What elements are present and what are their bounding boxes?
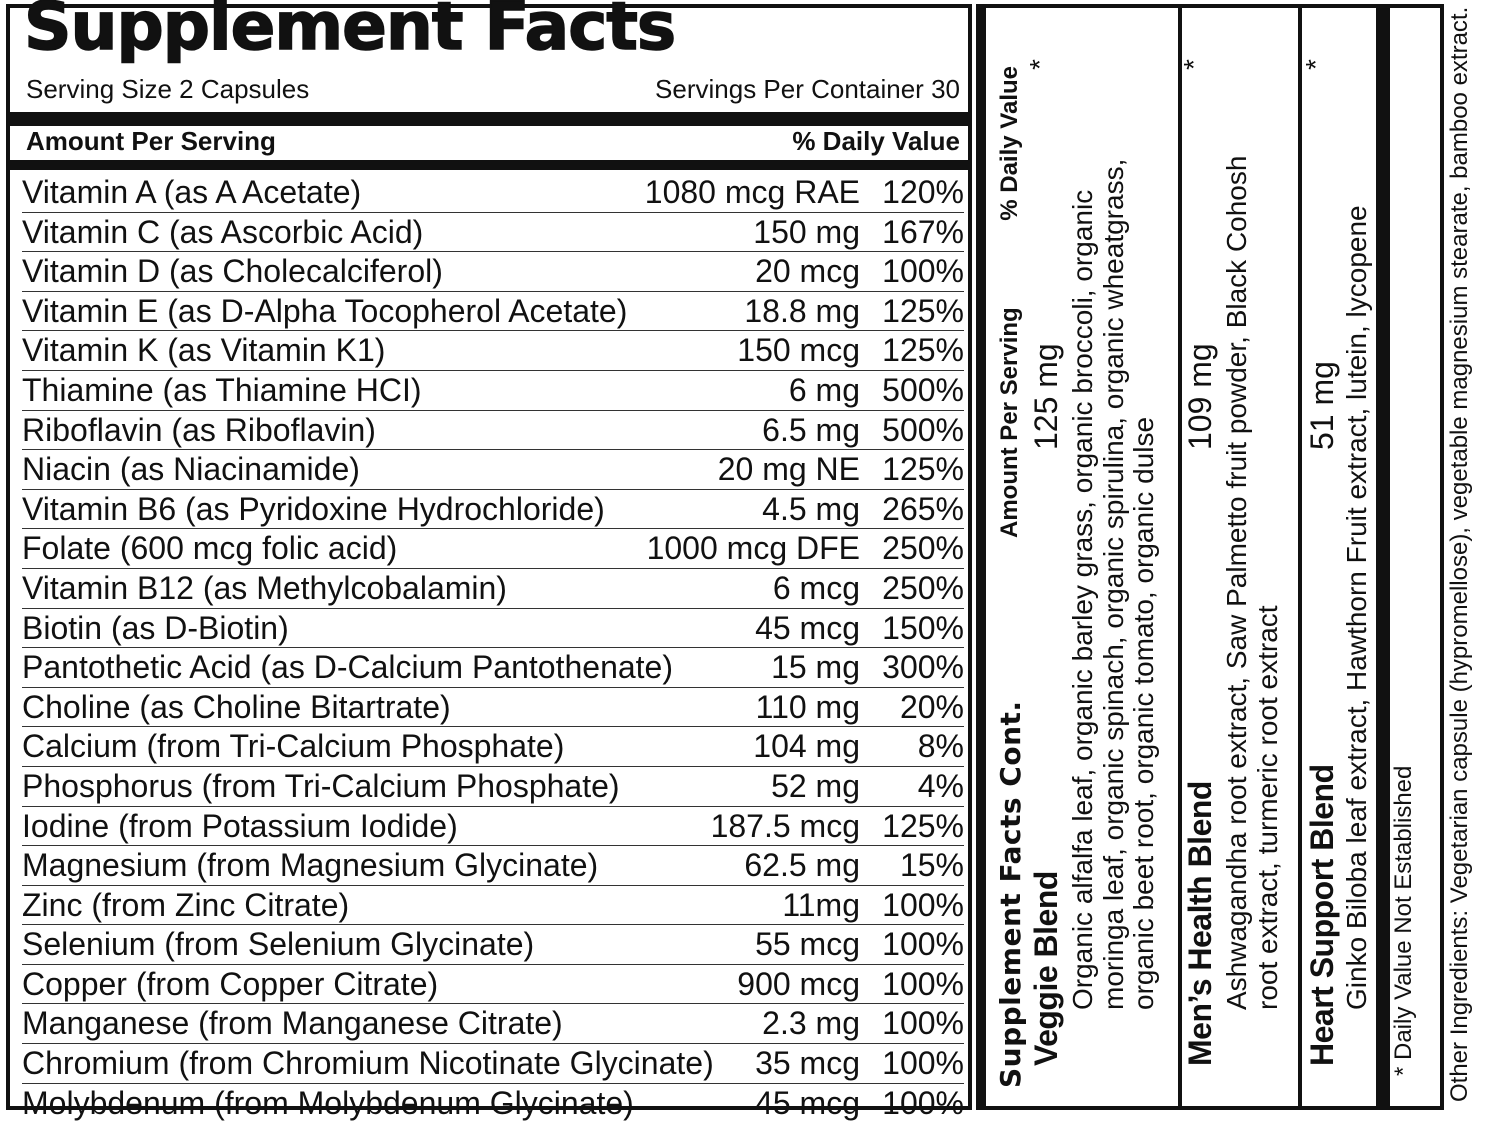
nutrient-name: Pantothetic Acid (as D-Calcium Pantothenate) [22,649,673,686]
nutrient-row [22,1084,964,1122]
nutrient-row [22,609,964,649]
nutrient-amount: 35 mcg [755,1045,860,1082]
serving-size: Serving Size 2 Capsules [26,74,310,104]
supplement-facts-cont-panel [976,4,1444,1110]
nutrient-daily-value: 100% [882,1005,964,1042]
nutrient-row [22,925,964,965]
nutrient-amount: 6 mg [788,371,860,408]
nutrient-daily-value: 100% [882,886,964,923]
thick-divider [10,112,968,126]
supplement-facts-panel [6,0,972,1121]
nutrient-name: Vitamin K (as Vitamin K1) [22,332,386,369]
nutrient-amount: 45 mcg [755,609,860,646]
nutrient-amount: 6 mcg [772,569,860,606]
nutrient-daily-value: 100% [882,965,964,1002]
nutrient-row [22,807,964,847]
rotated-content [1446,4,1500,1102]
blend-daily-value: * [1178,59,1209,70]
nutrient-row [22,450,964,490]
nutrient-name: Manganese (from Manganese Citrate) [22,1005,563,1042]
blend-amount: 125 mg [1028,343,1064,450]
nutrient-amount: 55 mcg [755,926,860,963]
other-ingredients: Other Ingredients: Vegetarian capsule (hypromellose), vegetable magnesium stearate, bamboo extract. [1446,6,1473,1102]
nutrient-amount: 1080 mcg RAE [644,174,860,210]
nutrient-row [22,331,964,371]
nutrient-row [22,371,964,411]
nutrient-daily-value: 8% [917,728,964,765]
nutrient-daily-value: 100% [882,253,964,290]
nutrient-amount: 150 mcg [737,332,860,369]
thick-divider [10,160,968,170]
nutrient-row [22,965,964,1005]
nutrient-row [22,292,964,332]
nutrient-daily-value: 250% [882,530,964,567]
nutrient-amount: 1000 mcg DFE [646,530,860,567]
nutrient-daily-value: 167% [882,213,964,250]
cont-title: Supplement Facts Cont. [994,700,1027,1088]
servings-per-container: Servings Per Container 30 [655,74,960,104]
nutrient-name: Phosphorus (from Tri-Calcium Phosphate) [22,767,620,804]
nutrient-daily-value: 125% [882,332,964,369]
cont-amount-header: Amount Per Serving [996,307,1023,538]
nutrient-name: Vitamin D (as Cholecalciferol) [22,253,443,290]
nutrient-daily-value: 300% [882,649,964,686]
nutrient-daily-value: 100% [882,1084,964,1121]
nutrient-amount: 110 mg [755,688,860,725]
blend-ingredients: Ginko Biloba leaf extract, Hawthorn Fruit extract, lutein, lycopene [1341,205,1372,1010]
nutrient-amount: 900 mcg [737,965,860,1002]
nutrient-daily-value: 500% [882,411,964,448]
nutrient-amount: 104 mg [753,728,860,765]
nutrient-row [22,252,964,292]
nutrient-name: Riboflavin (as Riboflavin) [22,411,376,448]
nutrient-name: Thiamine (as Thiamine HCI) [22,371,422,408]
other-ingredients-panel [1446,4,1500,1110]
nutrient-daily-value: 100% [882,926,964,963]
nutrient-daily-value: 500% [882,371,964,408]
nutrient-amount: 6.5 mg [762,411,860,448]
nutrient-row [22,213,964,253]
blend-name: Veggie Blend [1028,871,1064,1066]
nutrient-name: Biotin (as D-Biotin) [22,609,289,646]
nutrient-row [22,886,964,926]
nutrient-row [22,688,964,728]
nutrient-daily-value: 120% [882,174,964,210]
nutrient-name: Molybdenum (from Molybdenum Glycinate) [22,1084,634,1121]
nutrient-row [22,1044,964,1084]
nutrient-row [22,173,964,213]
blend-ingredients: Organic alfalfa leaf, organic barley grass, organic broccoli, organic moringa leaf, organic spinach, organic spirulina, organic wheatgrass, organic beet root, organic tomato, organic dulse [1067,158,1159,1010]
daily-value-header: % Daily Value [792,126,960,156]
nutrient-row [22,1004,964,1044]
blend-name: Heart Support Blend [1304,764,1340,1066]
nutrient-daily-value: 250% [882,569,964,606]
nutrient-amount: 45 mcg [755,1084,860,1121]
nutrient-name: Selenium (from Selenium Glycinate) [22,926,535,963]
blend-ingredients: Ashwagandha root extract, Saw Palmetto fruit powder, Black Cohosh root extract, turmeric root extract [1221,155,1283,1010]
rotated-content [980,8,1440,1106]
nutrient-row [22,569,964,609]
amount-per-serving-header: Amount Per Serving [26,126,276,156]
nutrient-row [22,727,964,767]
nutrient-name: Copper (from Copper Citrate) [22,965,439,1002]
nutrient-amount: 62.5 mg [744,847,860,884]
nutrient-name: Chromium (from Chromium Nicotinate Glycinate) [22,1045,714,1082]
nutrient-daily-value: 265% [882,490,964,527]
cont-daily-value-header: % Daily Value [996,66,1023,221]
divider [1298,8,1302,1106]
nutrient-daily-value: 150% [882,609,964,646]
nutrient-amount: 18.8 mg [744,292,860,329]
blend-amount: 51 mg [1304,361,1340,450]
nutrient-name: Vitamin E (as D-Alpha Tocopherol Acetate) [22,292,628,329]
daily-value-footnote: * Daily Value Not Established [1390,765,1417,1076]
nutrient-row [22,490,964,530]
nutrient-table [22,173,964,1122]
nutrient-amount: 2.3 mg [762,1005,860,1042]
nutrient-amount: 4.5 mg [762,490,860,527]
nutrient-daily-value: 125% [882,292,964,329]
nutrient-name: Choline (as Choline Bitartrate) [22,688,451,725]
nutrient-amount: 15 mg [771,649,860,686]
nutrient-row [22,846,964,886]
nutrient-name: Niacin (as Niacinamide) [22,451,360,488]
nutrient-name: Iodine (from Potassium Iodide) [22,807,458,844]
nutrient-row [22,648,964,688]
nutrient-amount: 150 mg [753,213,860,250]
nutrient-daily-value: 100% [882,1045,964,1082]
nutrient-name: Vitamin B6 (as Pyridoxine Hydrochloride) [22,490,605,527]
thick-divider [1376,8,1390,1106]
nutrient-daily-value: 4% [917,767,964,804]
nutrient-daily-value: 15% [899,847,964,884]
nutrient-name: Magnesium (from Magnesium Glycinate) [22,847,599,884]
nutrient-name: Vitamin A (as A Acetate) [22,174,362,210]
facts-title: Supplement Facts [24,0,676,65]
nutrient-daily-value: 125% [882,451,964,488]
nutrient-row [22,767,964,807]
nutrient-amount: 20 mg NE [717,451,860,488]
blend-daily-value: * [1024,59,1055,70]
nutrient-row [22,411,964,451]
nutrient-row [22,529,964,569]
nutrient-name: Vitamin B12 (as Methylcobalamin) [22,569,507,606]
nutrient-amount: 187.5 mcg [710,807,860,844]
blend-daily-value: * [1300,59,1331,70]
nutrient-daily-value: 125% [882,807,964,844]
nutrient-amount: 20 mcg [755,253,860,290]
blend-name: Men’s Health Blend [1182,781,1218,1066]
nutrient-amount: 52 mg [771,767,860,804]
nutrient-amount: 11mg [782,886,860,923]
nutrient-name: Folate (600 mcg folic acid) [22,530,398,567]
nutrient-name: Zinc (from Zinc Citrate) [22,886,350,923]
nutrient-daily-value: 20% [899,688,964,725]
thick-divider [980,8,986,1106]
nutrient-name: Vitamin C (as Ascorbic Acid) [22,213,424,250]
nutrient-name: Calcium (from Tri-Calcium Phosphate) [22,728,565,765]
blend-amount: 109 mg [1182,343,1218,450]
